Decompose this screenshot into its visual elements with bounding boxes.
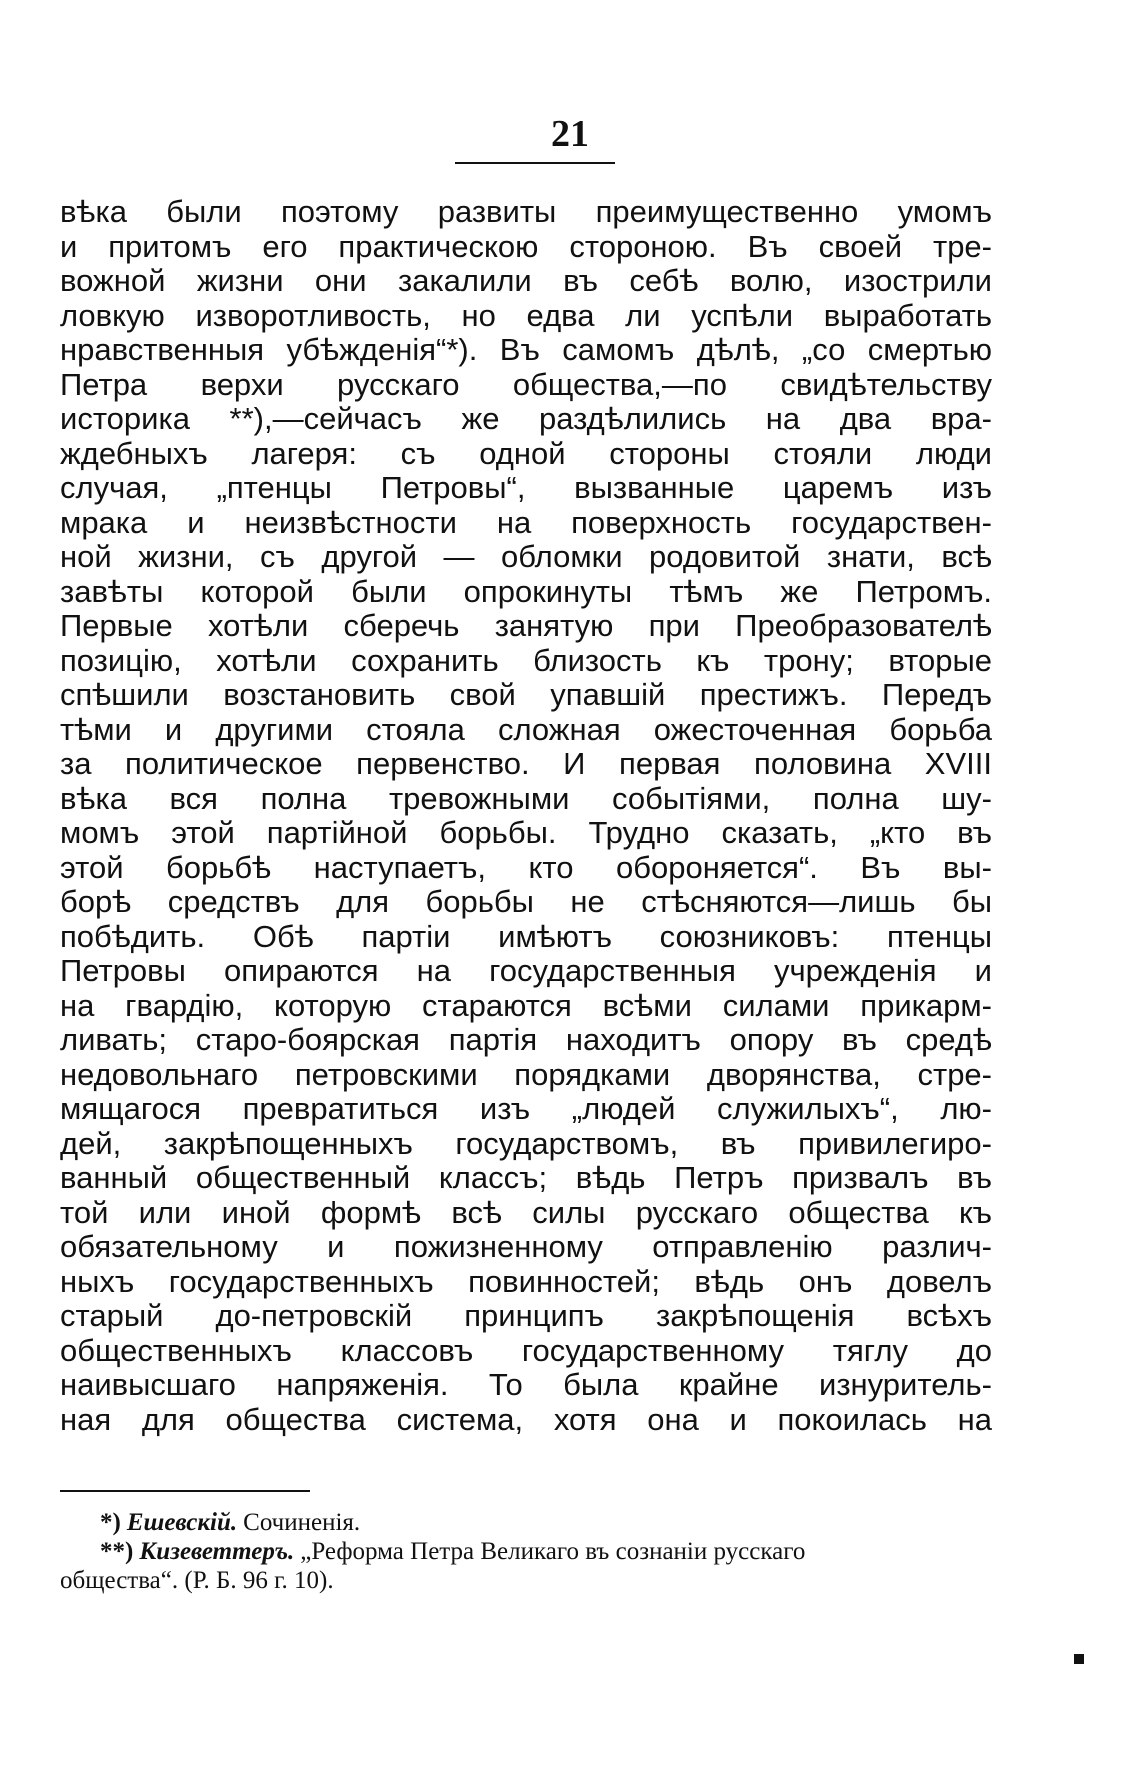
text-line: вѣка были поэтому развиты преимущественно умомъ (60, 194, 992, 229)
text-line: дей, закрѣпощенныхъ государствомъ, въ привилегиро- (60, 1125, 992, 1161)
text-line: мрака и неизвѣстности на поверхность государствен- (60, 504, 992, 540)
page-number: 21 (551, 113, 589, 155)
footnote-2 (60, 1537, 992, 1566)
text-line: за политическое первенство. И первая половина XVIII (60, 746, 992, 781)
text-line: побѣдить. Обѣ партіи имѣютъ союзниковъ: птенцы (60, 918, 992, 954)
text-line: ныхъ государственныхъ повинностей; вѣдь онъ довелъ (60, 1263, 992, 1299)
text-line: Первые хотѣли сберечь занятую при Преобразователѣ (60, 608, 992, 643)
footnote-text: „Реформа Петра Великаго въ сознаніи русскаго (300, 1538, 806, 1565)
footnote-text: Сочиненія. (243, 1509, 361, 1536)
text-line: наивысшаго напряженія. То была крайне изнуритель- (60, 1367, 992, 1402)
text-line: вѣка вся полна тревожными событіями, полна шу- (60, 780, 992, 816)
text-line: той или иной формѣ всѣ силы русскаго общества къ (60, 1194, 992, 1230)
text-line: Петровы опираются на государственныя учрежденія и (60, 953, 992, 988)
text-line: мящагося превратиться изъ „людей служилыхъ“, лю- (60, 1091, 992, 1126)
footnote-separator (60, 1490, 310, 1492)
text-line: ловкую изворотливость, но едва ли успѣли выработать (60, 297, 992, 333)
text-line: и притомъ его практическою стороною. Въ своей тре- (60, 228, 992, 264)
text-line: старый до-петровскій принципъ закрѣпощенія всѣхъ (60, 1298, 992, 1333)
text-line: завѣты которой были опрокинуты тѣмъ же Петромъ. (60, 573, 992, 609)
text-line: ной жизни, съ другой — обломки родовитой знати, всѣ (60, 539, 992, 574)
footnote-1 (60, 1508, 992, 1537)
text-line: тѣми и другими стояла сложная ожесточенная борьба (60, 711, 992, 747)
text-line: на гвардію, которую стараются всѣми силами прикарм- (60, 987, 992, 1023)
text-line: момъ этой партійной борьбы. Трудно сказать, „кто въ (60, 815, 992, 850)
text-line: случая, „птенцы Петровы“, вызванные царемъ изъ (60, 470, 992, 505)
text-line: ная для общества система, хотя она и покоилась на (60, 1401, 992, 1437)
footnote-mark: *) (100, 1509, 121, 1536)
footnote-author: Ешевскій. (126, 1509, 238, 1536)
text-line: нравственныя убѣжденія“*). Въ самомъ дѣлѣ, „со смертью (60, 332, 992, 367)
text-line: общественныхъ классовъ государственному тяглу до (60, 1332, 992, 1368)
text-line: вожной жизни они закалили въ себѣ волю, изострили (60, 263, 992, 298)
footnote-author: Кизеветтеръ. (139, 1538, 295, 1565)
scan-mark (1074, 1654, 1084, 1664)
text-line: Петра верхи русскаго общества,—по свидѣтельству (60, 366, 992, 402)
text-line: ванный общественный классъ; вѣдь Петръ призвалъ въ (60, 1160, 992, 1195)
footnote-mark: **) (100, 1538, 134, 1565)
text-line: этой борьбѣ наступаетъ, кто обороняется“. Въ вы- (60, 849, 992, 885)
text-line: спѣшили возстановить свой упавшій престижъ. Передъ (60, 677, 992, 712)
footnote-2-continuation: общества“. (Р. Б. 96 г. 10). (60, 1567, 334, 1594)
text-line: ливать; старо-боярская партія находитъ опору въ средѣ (60, 1022, 992, 1057)
text-line: борѣ средствъ для борьбы не стѣсняются—лишь бы (60, 884, 992, 919)
page-number-rule (455, 162, 615, 164)
text-line: недовольнаго петровскими порядками дворянства, стре- (60, 1056, 992, 1092)
footnotes (60, 1508, 992, 1595)
body-text (60, 195, 992, 1437)
text-line: позицію, хотѣли сохранить близость къ трону; вторые (60, 642, 992, 678)
text-line: историка **),—сейчасъ же раздѣлились на два вра- (60, 401, 992, 436)
text-line: обязательному и пожизненному отправленію различ- (60, 1229, 992, 1264)
text-line: ждебныхъ лагеря: съ одной стороны стояли люди (60, 435, 992, 471)
